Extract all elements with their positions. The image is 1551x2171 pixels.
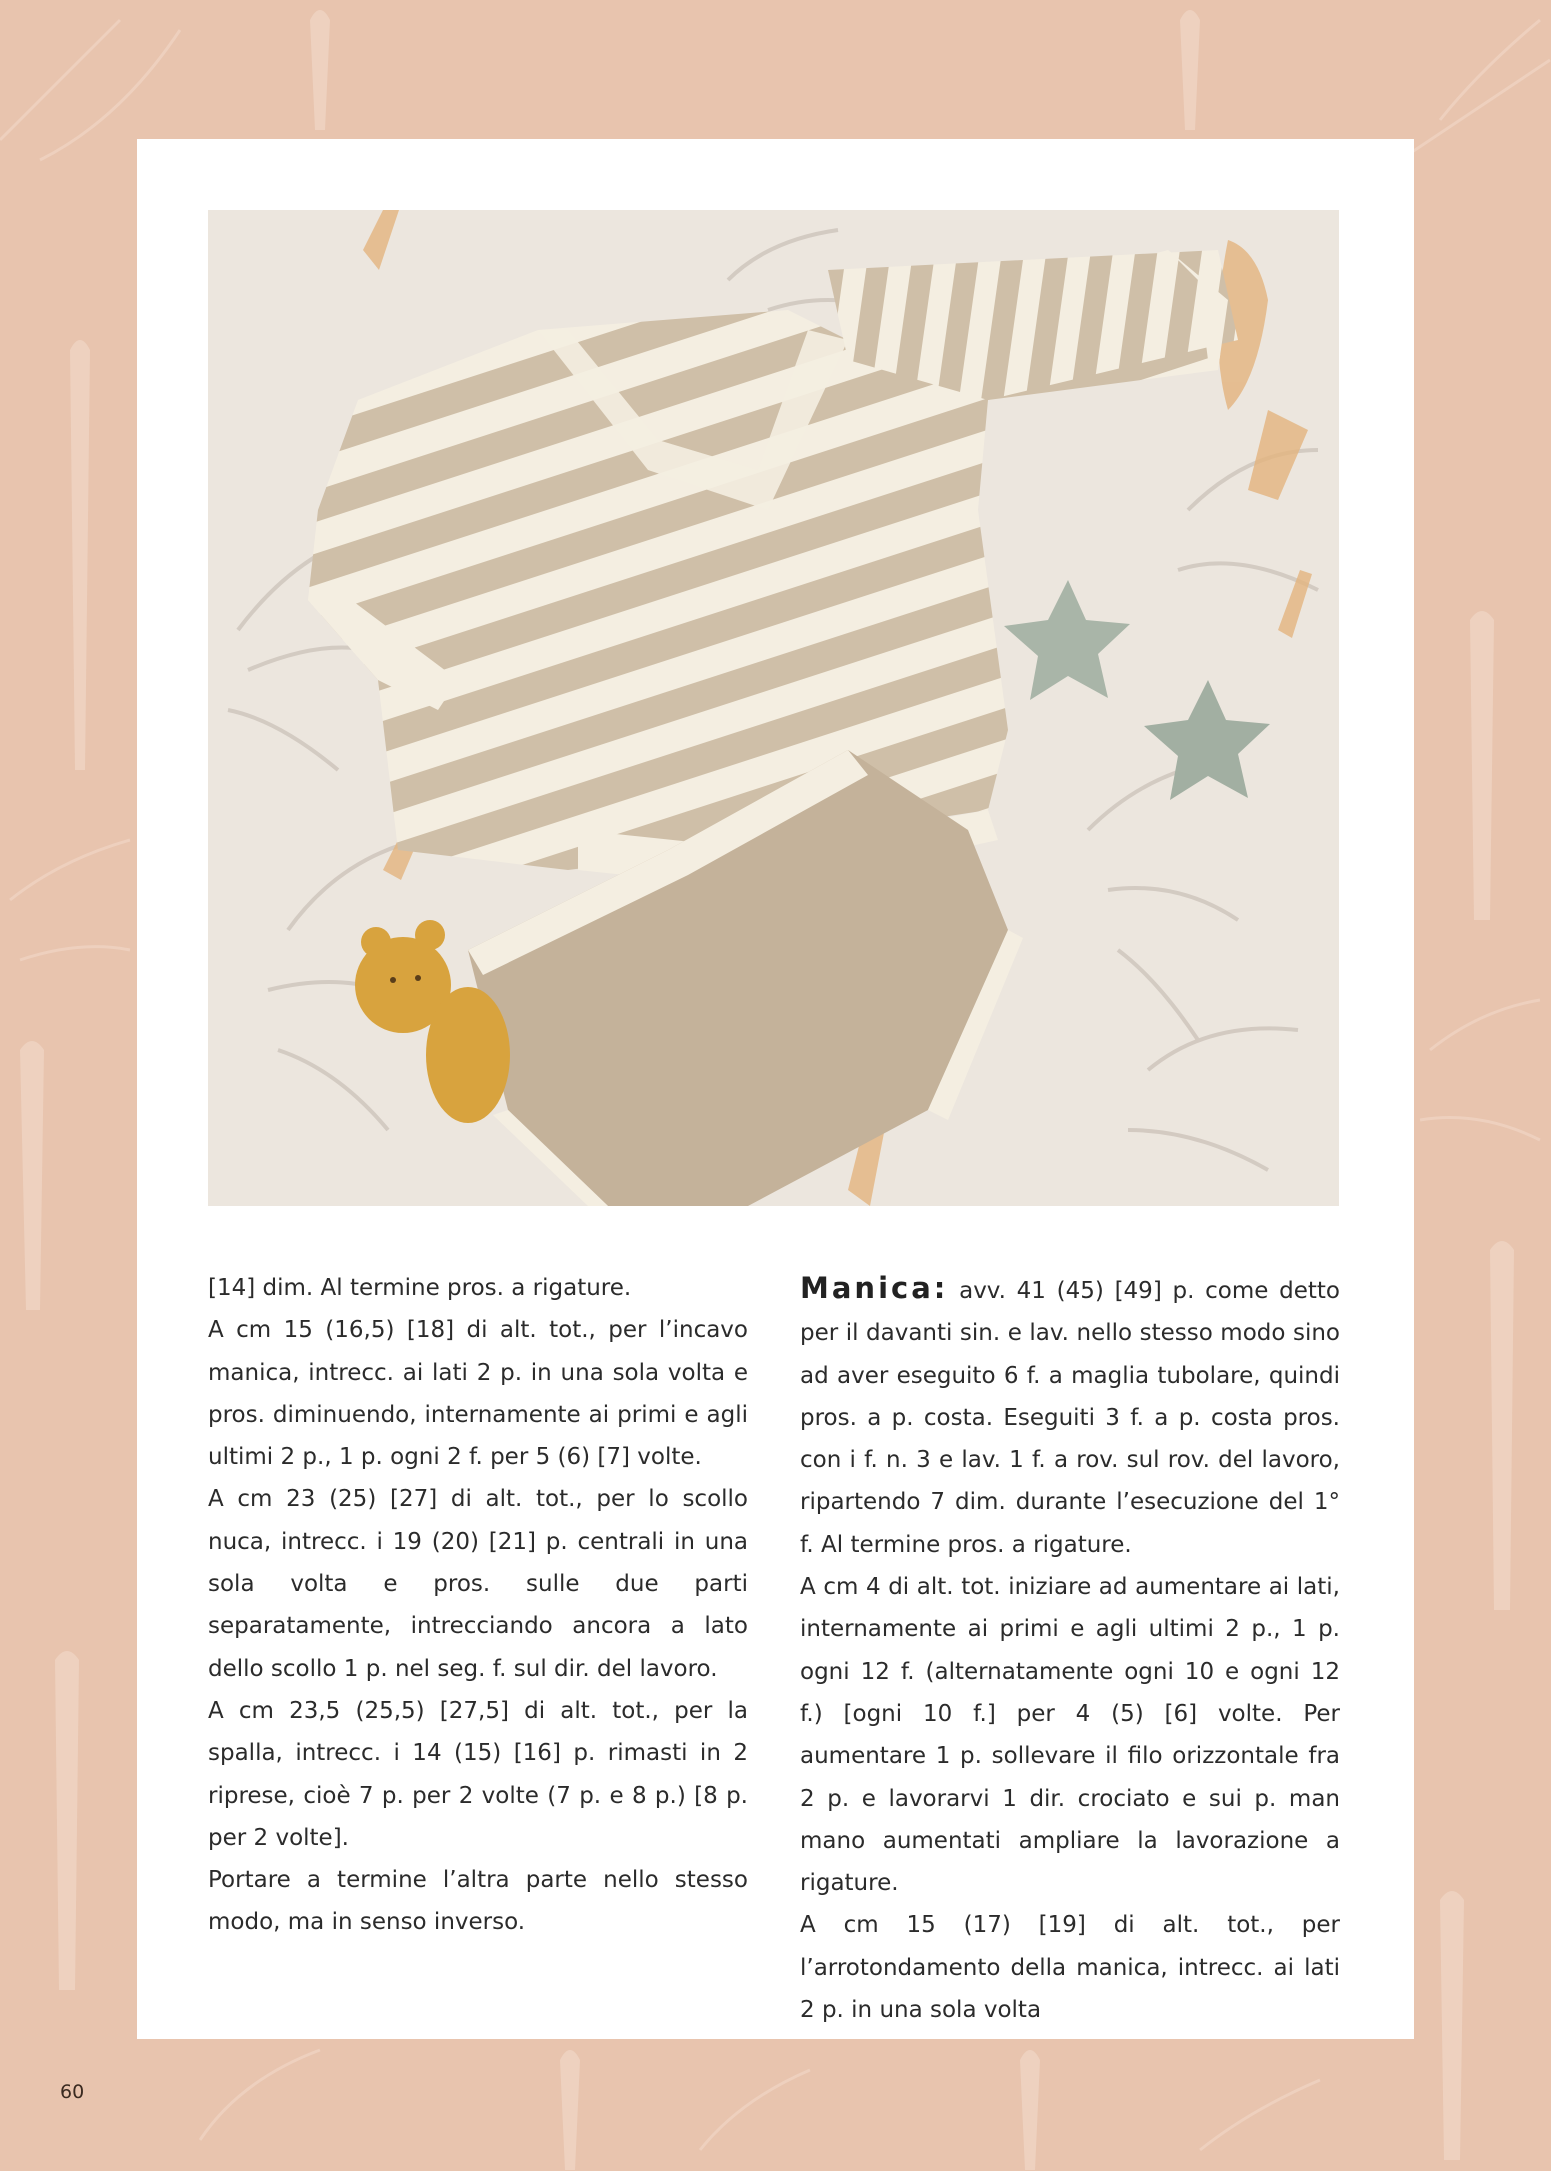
section-heading-manica: Manica: (800, 1271, 949, 1305)
text-paragraph: A cm 23,5 (25,5) [27,5] di alt. tot., per la spalla, intrecc. i 14 (15) [16] p. rimasti in 2 riprese, cioè 7 p. per 2 volte (7 p. e 8 p.) [8 p. per 2 volte]. (208, 1697, 748, 1851)
text-paragraph: A cm 15 (16,5) [18] di alt. tot., per l’incavo manica, intrecc. ai lati 2 p. in una sola volta e pros. diminuendo, internamente ai primi e agli ultimi 2 p., 1 p. ogni 2 f. per 5 (6) [7] volte. (208, 1317, 748, 1471)
left-text-column (208, 1267, 748, 1944)
text-run: avv. 41 (45) [49] p. come detto per il davanti sin. e lav. nello stesso modo sino ad aver eseguito 6 f. a maglia tubolare, quindi pros. a p. costa. Eseguiti 3 f. a p. costa pros. con i f. n. 3 e lav. 1 f. a rov. sul rov. del lavoro, ripartendo 7 dim. durante l’esecuzione del 1° f. Al termine pros. a rigature. (800, 1278, 1340, 1558)
text-paragraph: Portare a termine l’altra parte nello stesso modo, ma in senso inverso. (208, 1867, 748, 1936)
content-panel (137, 139, 1414, 2039)
text-paragraph: A cm 15 (17) [19] di alt. tot., per l’arrotondamento della manica, intrecc. ai lati 2 p. in una sola volta (800, 1912, 1340, 2024)
text-paragraph (800, 1267, 1340, 1566)
page-number: 60 (60, 2081, 85, 2103)
right-text-column (800, 1267, 1340, 2031)
text-paragraph: A cm 4 di alt. tot. iniziare ad aumentare ai lati, internamente ai primi e agli ultimi 2 p., 1 p. ogni 12 f. (alternatamente ogni 10 e ogni 12 f.) [ogni 10 f.] per 4 (5) [6] volte. Per aumentare 1 p. sollevare il filo orizzontale fra 2 p. e lavorarvi 1 dir. crociato e sui p. man mano aumentati ampliare la lavorazione a rigature. (800, 1574, 1340, 1897)
text-paragraph: A cm 23 (25) [27] di alt. tot., per lo scollo nuca, intrecc. i 19 (20) [21] p. centrali in una sola volta e pros. sulle due parti separatamente, intrecciando ancora a lato dello scollo 1 p. nel seg. f. sul dir. del lavoro. (208, 1486, 748, 1682)
text-paragraph: [14] dim. Al termine pros. a rigature. (208, 1275, 632, 1301)
product-photo (208, 210, 1339, 1206)
